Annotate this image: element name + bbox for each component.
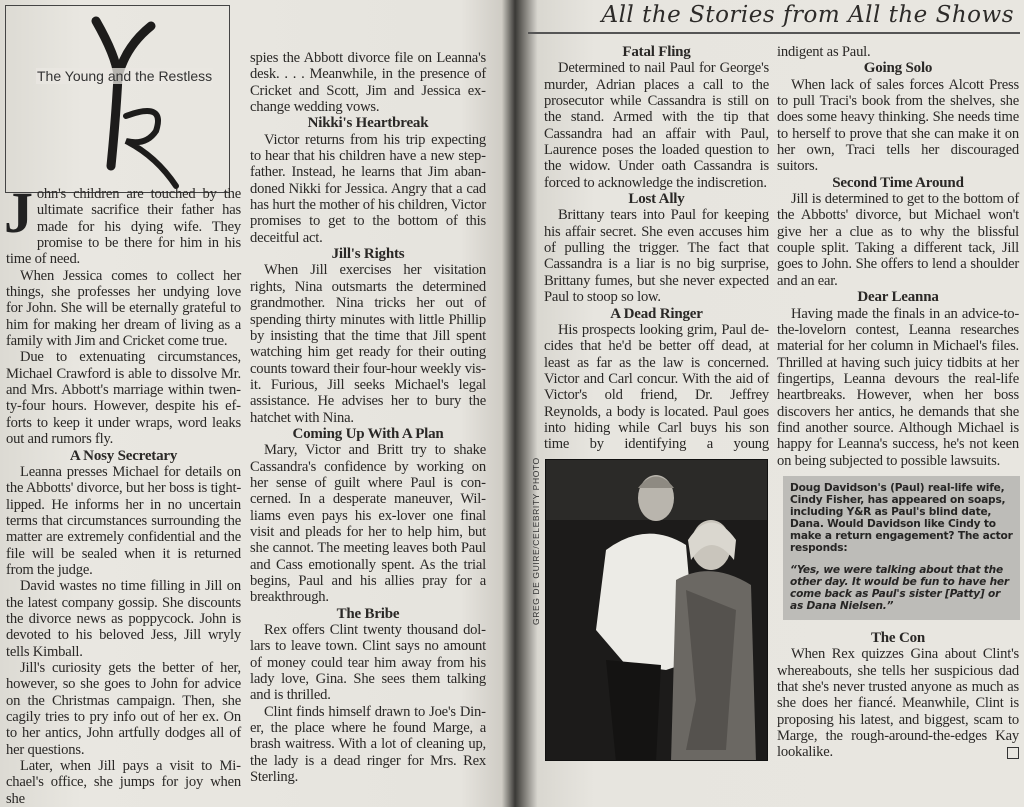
body-paragraph: Leanna presses Michael for details on the Abbotts' divorce, but her boss is tight-lipped. He informs her in no uncertain terms that circumstances surrounding the matter are extremely confidential and the file will be sealed when it is returned from the judge. (6, 463, 241, 578)
column-1 (4, 180, 241, 807)
cast-photo (545, 459, 768, 761)
story-heading: Fatal Fling (622, 44, 691, 60)
body-paragraph: spies the Abbott divorce file on Leanna's desk. . . . Meanwhile, in the presence of Cricket and Scott, Jim and Jessica exchange wedding vows. (250, 50, 486, 116)
logo-text: The Young and the Restless (37, 68, 213, 84)
lead-text: ohn's children are touched by the ultimate sacrifice their father has made for his dying wife. They promise to be there for him in his time of need. (6, 186, 241, 268)
body-paragraph: Later, when Jill pays a visit to Michael's office, she jumps for joy when she (6, 758, 241, 807)
story-heading: Dear Leanna (857, 289, 939, 306)
body-paragraph: Brittany tears into Paul for keeping his affair secret. She even accuses him of pulling the trigger. The fact that Cassandra is a liar is no big surprise, Brittany fumes, but she never expected Paul to stoop so low. (544, 207, 769, 306)
body-paragraph: Determined to nail Paul for George's murder, Adrian places a call to the prosecutor while Cassandra is still on the stand. Armed with the tip that Cassandra had an affair with Paul, Laurence poses the loaded question to the widow. Under oath Cassandra is forced to acknowledge the indiscretion. (544, 60, 769, 191)
body-paragraph: When lack of sales forces Alcott Press to pull Traci's book from the shelves, she does some heavy thinking. She needs time to herself to prove that she can make it on her own, Traci tells her discouraged suitors. (777, 76, 1019, 175)
story-heading: Second Time Around (832, 174, 964, 191)
column-4 (777, 44, 1019, 761)
story-heading: A Dead Ringer (610, 305, 703, 322)
body-paragraph: Rex offers Clint twenty thousand dollars to leave town. Clint says no amount of money could tear him away from his lady love, Gina. She sees them talking and is thrilled. (250, 622, 486, 704)
body-paragraph: David wastes no time filling in Jill on the latest company gossip. She discounts the divorce news as poppycock. John is devoted to his beloved Jess, Jill wryly tells Kimball. (6, 578, 241, 660)
story-heading: The Con (870, 629, 926, 646)
column-4-continued (777, 630, 1019, 761)
story-heading: Coming Up With A Plan (292, 425, 444, 442)
body-paragraph: Mary, Victor and Britt try to shake Cassandra's confidence by working on her sense of guilt where Paul is concerned. In a desperate maneuver, Williams even pays his ex-lover one final visit and pleads for her to help him, but she cannot. The meeting leaves both Paul and Cass emotionally spent. As the trial begins, Paul and his allies pray for a breakthrough. (250, 442, 486, 606)
photo-area (531, 456, 769, 761)
story-heading: Nikki's Heartbreak (307, 115, 429, 132)
body-paragraph: Jill is determined to get to the bottom of the Abbotts' divorce, but Michael won't give her a clue as to why the blissful couple split. Taking a different tack, Jill goes to John. She offers to lend a shoulder and an ear. (777, 191, 1019, 289)
column-3 (531, 44, 769, 761)
story-heading: A Nosy Secretary (69, 447, 178, 464)
story-heading: Lost Ally (628, 191, 685, 208)
end-of-story-mark (1007, 747, 1019, 759)
lead-paragraph (4, 180, 241, 268)
logo-monogram (76, 6, 226, 191)
sidebar-quote: “Yes, we were talking about that the other day. It would be fun to have her come back as Paul's sister [Patty] or as Dana Nielsen.” (790, 563, 1009, 612)
column-2 (250, 50, 486, 785)
story-heading: Going Solo (863, 60, 933, 77)
sidebar-box (783, 476, 1020, 620)
body-paragraph: indigent as Paul. (777, 44, 871, 60)
photo-credit: GREG DE GUIRE/CELEBRITY PHOTO (531, 456, 541, 625)
body-paragraph: Victor returns from his trip expecting to hear that his children have a new stepfather. Instead, he learns that Jim abandoned Nikki for Jessica. Angry that a cad has hurt the mother of his children, Victor promises to get to the bottom of this deceitful act. (250, 131, 486, 246)
body-paragraph: When Jill exercises her visitation rights, Nina outsmarts the determined grandmother. Nina tricks her out of spending thirty minutes with little Phillip by insisting that the time that Jill spent watching him get ready for their outing counts toward their four-hour weekly visit. Furious, Jill seeks Michael's legal assistance. He advises her to bury the hatchet with Nina. (250, 262, 486, 426)
body-paragraph: When Jessica comes to collect her things, she professes her undying love for John. She will be eternally grateful to him for making her dream of living as a family with Jim and Cricket come true. (6, 267, 241, 350)
header-rule (528, 32, 1020, 34)
sidebar-intro: Doug Davidson's (Paul) real-life wife, Cindy Fisher, has appeared on soaps, including Y&R as Paul's blind date, Dana. Would Davidson like Cindy to make a return engagement? The actor responds: (790, 481, 1013, 554)
body-paragraph: Having made the finals in an advice-to-the-lovelorn contest, Leanna researches material for her column in Michael's files. Thrilled at having such juicy tidbits at her fingertips, Leanna devours the real-life heartbreaks. However, when her boss discovers her antics, he demands that she find another source. Although Michael is happy for Leanna's success, he's not keen on being subjected to possible lawsuits. (777, 305, 1019, 469)
body-paragraph: When Rex quizzes Gina about Clint's whereabouts, she tells her suspicious dad that she's never trusted anyone as much as she does her fiancé. Meanwhile, Clint is proposing his latest, and biggest, scam to Marge, the rough-around-the-edges Kay lookalike. (777, 646, 1019, 761)
story-heading: The Bribe (336, 605, 400, 622)
section-header-title: All the Stories from All the Shows (601, 2, 1014, 28)
drop-cap: J (4, 180, 33, 245)
body-paragraph: Clint finds himself drawn to Joe's Diner, the place where he found Marge, a brash waitress. With a lot of cleaning up, the lady is a dead ringer for Mrs. Rex Sterling. (250, 703, 486, 786)
body-paragraph: Due to extenuating circumstances, Michael Crawford is able to dissolve Mr. and Mrs. Abbott's marriage within twenty-four hours. However, despite his efforts to keep it under wraps, word leaks out and rumors fly. (6, 349, 241, 448)
body-paragraph: Jill's curiosity gets the better of her, however, so she goes to John for advice on the Christmas campaign. Then, she cagily tries to pry info out of her ex. On to her antics, John artfully dodges all of her questions. (6, 659, 241, 758)
show-logo (5, 5, 230, 193)
story-heading: Jill's Rights (331, 246, 405, 263)
body-paragraph: His prospects looking grim, Paul decides that he'd be better off dead, at least as far as the law is concerned. Victor and Carl concur. With the aid of Victor's old friend, Dr. Jeffrey Reynolds, a body is located. Paul goes into hiding while Carl buys his son time by identifying a young (544, 321, 769, 453)
